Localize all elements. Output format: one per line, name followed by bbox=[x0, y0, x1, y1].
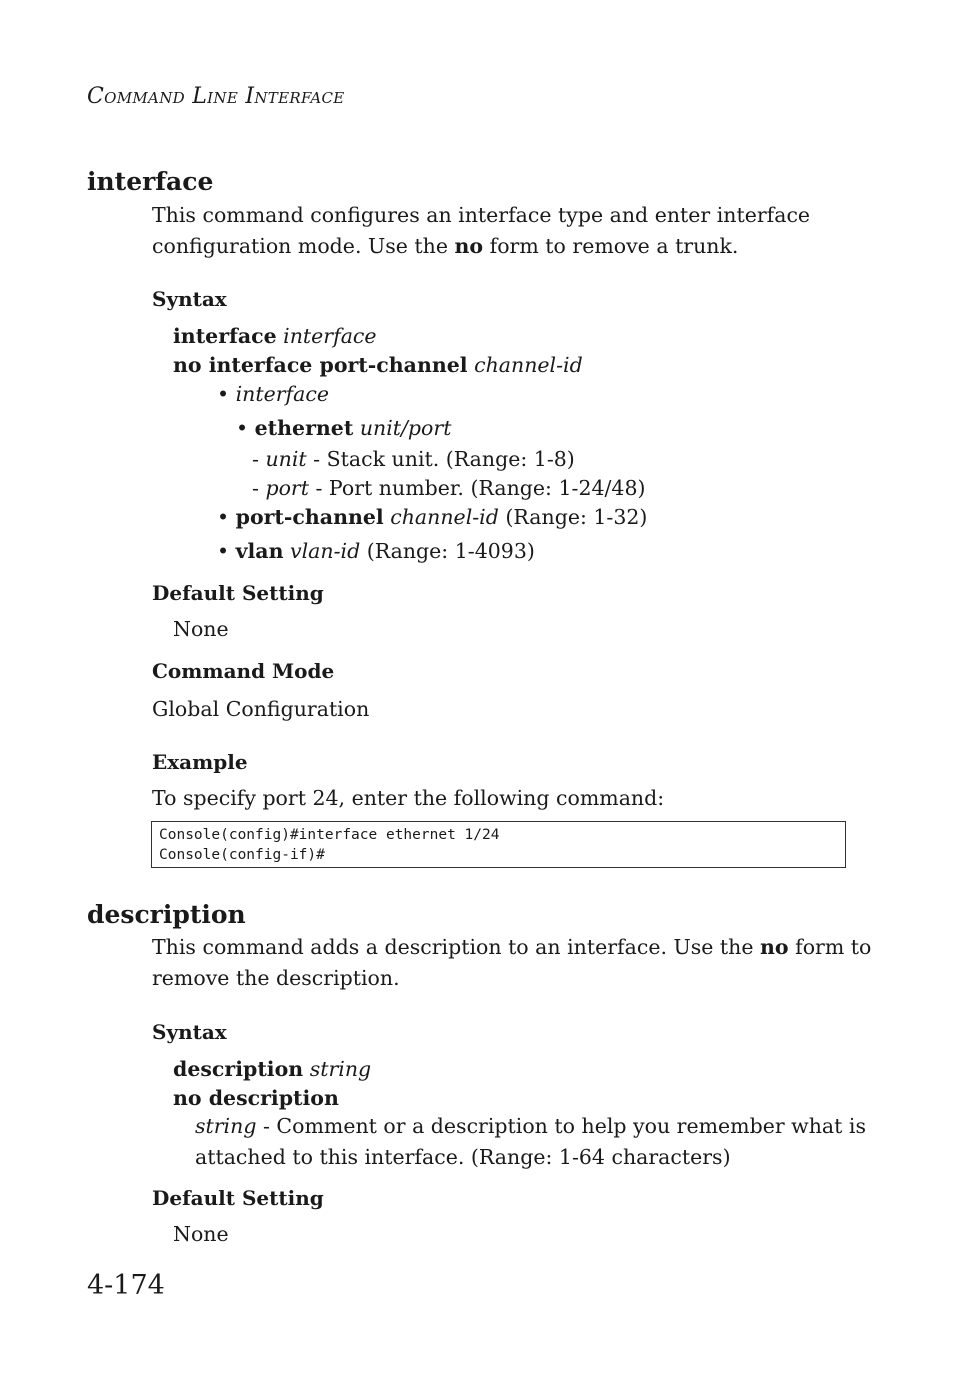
default-setting-heading: Default Setting bbox=[152, 1186, 324, 1210]
code-line: Console(config-if)# bbox=[159, 847, 325, 863]
section-title-description: description bbox=[87, 900, 246, 929]
command-mode-value: Global Configuration bbox=[152, 697, 370, 721]
list-item: - port - Port number. (Range: 1-24/48) bbox=[252, 476, 646, 500]
command-mode-heading: Command Mode bbox=[152, 659, 335, 683]
page-number: 4-174 bbox=[87, 1270, 165, 1301]
interface-intro: This command configures an interface type and enter interface configuration mode. Use the no form to remove a trunk. bbox=[152, 203, 811, 258]
default-setting-value: None bbox=[173, 617, 229, 641]
description-intro: This command adds a description to an interface. Use the no form to remove the description. bbox=[152, 935, 872, 990]
running-head: COMMAND LINE INTERFACE bbox=[87, 84, 345, 109]
code-example bbox=[151, 821, 846, 868]
default-setting-heading: Default Setting bbox=[152, 581, 324, 605]
syntax-line: no interface port-channel channel-id bbox=[173, 353, 583, 377]
list-item: • vlan vlan-id (Range: 1-4093) bbox=[217, 539, 535, 563]
syntax-line: interface interface bbox=[173, 324, 377, 348]
list-item: • interface bbox=[217, 382, 329, 406]
list-item: - unit - Stack unit. (Range: 1-8) bbox=[252, 447, 575, 471]
section-title-interface: interface bbox=[87, 167, 214, 196]
example-text: To specify port 24, enter the following command: bbox=[152, 786, 665, 810]
syntax-line: description string bbox=[173, 1057, 372, 1081]
list-item: • port-channel channel-id (Range: 1-32) bbox=[217, 505, 648, 529]
syntax-line: no description bbox=[173, 1086, 339, 1110]
example-heading: Example bbox=[152, 750, 248, 774]
code-line: Console(config)#interface ethernet 1/24 bbox=[159, 827, 500, 843]
list-item: • ethernet unit/port bbox=[236, 416, 452, 440]
default-setting-value: None bbox=[173, 1222, 229, 1246]
syntax-heading: Syntax bbox=[152, 287, 227, 311]
syntax-heading: Syntax bbox=[152, 1020, 227, 1044]
parameter-description: string - Comment or a description to help you remember what is attached to this interface. (Range: 1-64 characters) bbox=[195, 1114, 866, 1169]
